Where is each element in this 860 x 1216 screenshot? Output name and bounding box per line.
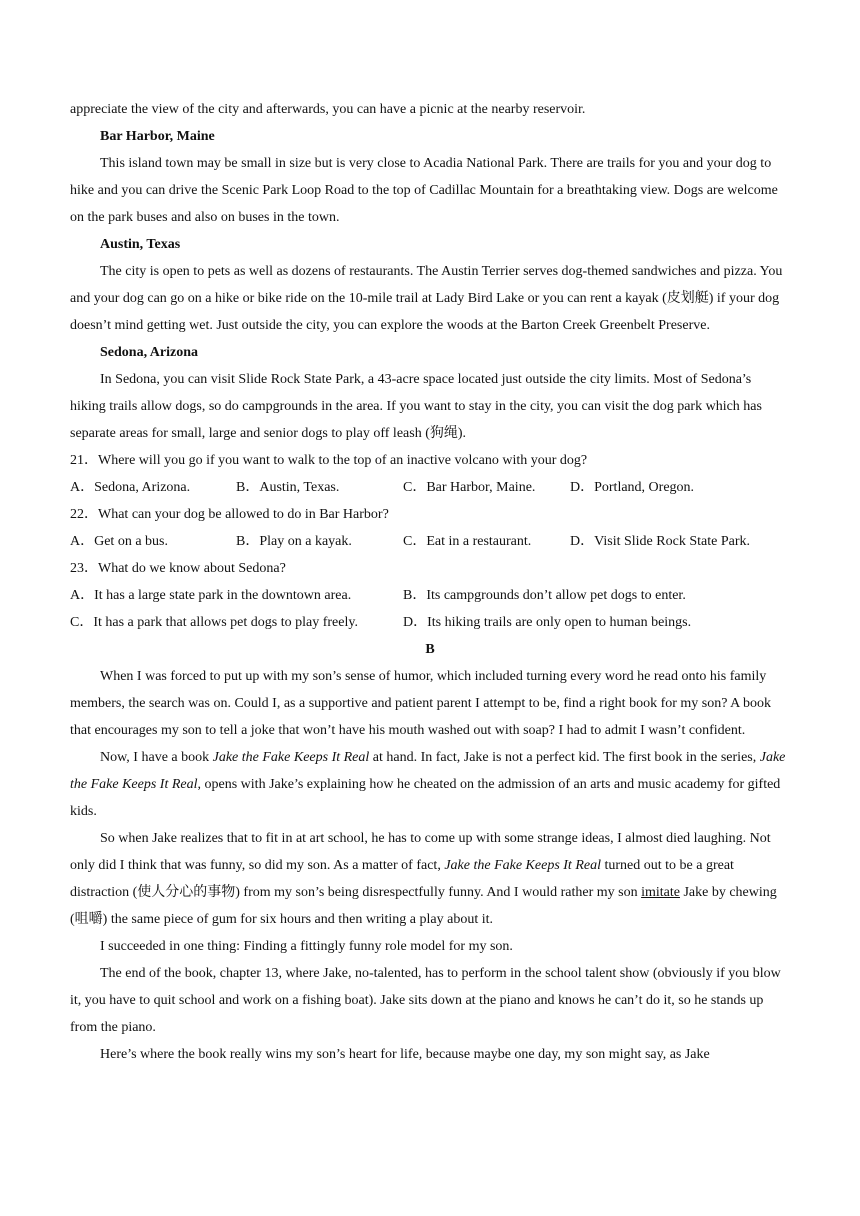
question-21-options	[70, 474, 790, 501]
option-22-b: B．Play on a kayak.	[236, 534, 352, 549]
heading-austin: Austin, Texas	[100, 237, 181, 252]
option-23-c: C．It has a park that allows pet dogs to play freely.	[70, 615, 358, 630]
passage-a-continuation: appreciate the view of the city and afterwards, you can have a picnic at the nearby reservoir.	[70, 102, 586, 117]
option-21-d: D．Portland, Oregon.	[570, 480, 695, 495]
text-run: , opens with Jake’s explaining how he cheated on the admission of an arts and music academy for gifted kids.	[70, 777, 781, 819]
text-run: Now, I have a book	[100, 750, 213, 765]
paragraph-austin: The city is open to pets as well as dozens of restaurants. The Austin Terrier serves dog-themed sandwiches and pizza. You and your dog can go on a hike or bike ride on the 10-mile trail at Lady Bird Lake or you can rent a kayak (皮划艇) if your dog doesn’t mind getting wet. Just outside the city, you can explore the woods at the Barton Creek Greenbelt Preserve.	[70, 264, 783, 333]
question-22: 22．What can your dog be allowed to do in Bar Harbor?	[70, 507, 389, 522]
option-21-b: B．Austin, Texas.	[236, 480, 340, 495]
question-23: 23．What do we know about Sedona?	[70, 561, 286, 576]
text-run: at hand. In fact, Jake is not a perfect kid. The first book in the series,	[369, 750, 760, 765]
paragraph-sedona: In Sedona, you can visit Slide Rock State Park, a 43-acre space located just outside the city limits. Most of Sedona’s hiking trails allow dogs, so do campgrounds in the area. If you want to stay in the city, you can visit the dog park which has separate areas for small, large and senior dogs to play off leash (狗绳).	[70, 372, 762, 441]
text-run: turned out to be a great distraction (使人分心的事物) from my son’s being disrespectfully funny. And I would rather my son	[70, 858, 734, 900]
paragraph-b-5: The end of the book, chapter 13, where Jake, no-talented, has to perform in the school talent show (obviously if you blow it, you have to quit school and work on a fishing boat). Jake sits down at the piano and knows he can’t do it, so he stands up from the piano.	[70, 966, 781, 1035]
question-23-options-row2	[70, 609, 790, 636]
underlined-word-imitate: imitate	[641, 885, 680, 900]
question-21: 21．Where will you go if you want to walk to the top of an inactive volcano with your dog?	[70, 453, 588, 468]
option-22-a: A．Get on a bus.	[70, 534, 168, 549]
paragraph-b-6: Here’s where the book really wins my son’s heart for life, because maybe one day, my son might say, as Jake	[100, 1047, 710, 1062]
paragraph-b-2	[70, 744, 790, 825]
option-21-a: A．Sedona, Arizona.	[70, 480, 191, 495]
text-run: So when Jake realizes that to fit in at art school, he has to come up with some strange ideas, I almost died laughing. Not only did I think that was funny, so did my son. As a matter of fact,	[70, 831, 771, 873]
heading-sedona: Sedona, Arizona	[100, 345, 199, 360]
heading-bar-harbor: Bar Harbor, Maine	[100, 129, 215, 144]
document-page	[70, 96, 790, 1068]
paragraph-b-3	[70, 825, 790, 933]
option-22-c: C．Eat in a restaurant.	[403, 534, 532, 549]
option-21-c: C．Bar Harbor, Maine.	[403, 480, 536, 495]
option-23-a: A．It has a large state park in the downtown area.	[70, 588, 352, 603]
option-23-b: B．Its campgrounds don’t allow pet dogs to enter.	[403, 588, 686, 603]
option-22-d: D．Visit Slide Rock State Park.	[570, 534, 750, 549]
text-run: Jake by chewing (咀嚼) the same piece of gum for six hours and then writing a play about it.	[70, 885, 777, 927]
paragraph-bar-harbor: This island town may be small in size but is very close to Acadia National Park. There are trails for you and your dog to hike and you can drive the Scenic Park Loop Road to the top of Cadillac Mountain for a breathtaking view. Dogs are welcome on the park buses and also on buses in the town.	[70, 156, 778, 225]
book-title: Jake the Fake Keeps It Real	[212, 750, 370, 765]
book-title: Jake the Fake Keeps It Real	[444, 858, 601, 873]
question-22-options	[70, 528, 790, 555]
option-23-d: D．Its hiking trails are only open to human beings.	[403, 615, 692, 630]
paragraph-b-4: I succeeded in one thing: Finding a fittingly funny role model for my son.	[100, 939, 513, 954]
question-23-options-row1	[70, 582, 790, 609]
section-title-b: B	[425, 642, 435, 657]
book-title: Jake the Fake Keeps It Real	[70, 750, 786, 792]
paragraph-b-1: When I was forced to put up with my son’s sense of humor, which included turning every word he read onto his family members, the search was on. Could I, as a supportive and patient parent I attempt to be, find a right book for my son? A book that encourages my son to tell a joke that won’t have his mouth washed out with soap? I had to admit I wasn’t confident.	[70, 669, 772, 738]
